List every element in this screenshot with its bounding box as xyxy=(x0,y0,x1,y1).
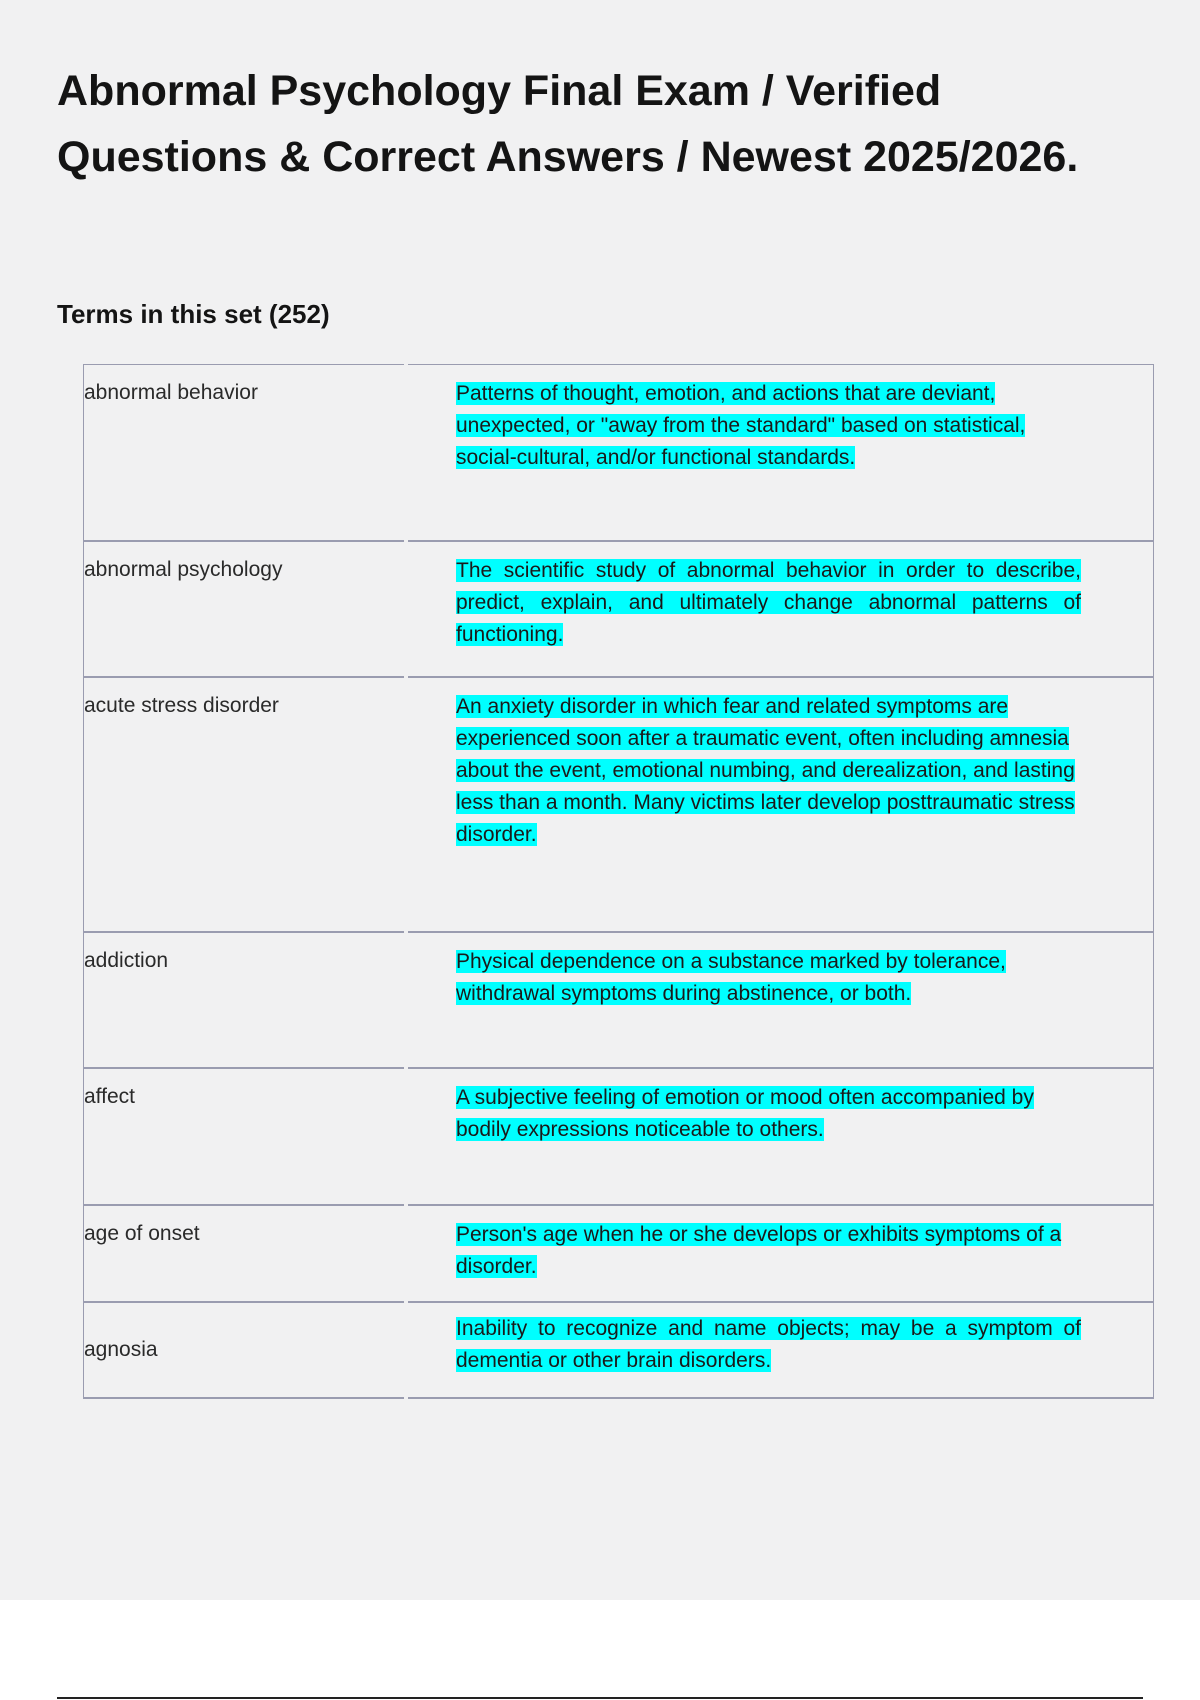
table-row xyxy=(84,1302,1154,1398)
term-cell xyxy=(84,365,407,541)
definition-cell xyxy=(406,1302,1154,1398)
definition-text: Person's age when he or she develops or exhibits symptoms of a disorder. xyxy=(456,1222,1062,1278)
definition-text: Patterns of thought, emotion, and actions that are deviant, unexpected, or "away from the standard" based on statistical, social-cultural, and/or functional standards. xyxy=(456,382,1026,469)
term-cell xyxy=(84,1205,407,1302)
term-label: affect xyxy=(84,1084,135,1108)
definition-cell xyxy=(406,541,1154,677)
table-row xyxy=(84,677,1154,932)
definition-cell xyxy=(406,1205,1154,1302)
table-row xyxy=(84,932,1154,1068)
term-cell xyxy=(84,541,407,677)
definition-cell xyxy=(406,932,1154,1068)
term-cell xyxy=(84,932,407,1068)
term-label: abnormal psychology xyxy=(84,557,283,581)
document-title: Abnormal Psychology Final Exam / Verified Questions & Correct Answers / Newest 2025/2026. xyxy=(57,67,1079,181)
term-cell xyxy=(84,677,407,932)
term-cell xyxy=(84,1302,407,1398)
terms-table xyxy=(83,364,1154,1399)
term-cell xyxy=(84,1068,407,1205)
definition-text: The scientific study of abnormal behavior in order to describe, predict, explain, and ultimately change abnormal patterns of functioning. xyxy=(456,558,1081,646)
definition-text: A subjective feeling of emotion or mood often accompanied by bodily expressions noticeable to others. xyxy=(456,1085,1034,1141)
definition-cell xyxy=(406,365,1154,541)
table-row xyxy=(84,541,1154,677)
table-row xyxy=(84,365,1154,541)
footer-divider xyxy=(57,1697,1143,1699)
definition-text: Physical dependence on a substance marked by tolerance, withdrawal symptoms during abstinence, or both. xyxy=(456,949,1006,1005)
definition-text: Inability to recognize and name objects; may be a symptom of dementia or other brain disorders. xyxy=(456,1316,1081,1372)
term-label: agnosia xyxy=(84,1337,158,1361)
term-label: age of onset xyxy=(84,1221,200,1245)
term-label: addiction xyxy=(84,948,169,972)
term-label: acute stress disorder xyxy=(84,693,279,717)
table-row xyxy=(84,1068,1154,1205)
terms-set-heading: Terms in this set (252) xyxy=(57,299,330,329)
definition-cell xyxy=(406,677,1154,932)
term-label: abnormal behavior xyxy=(84,381,258,404)
definition-text: An anxiety disorder in which fear and related symptoms are experienced soon after a traumatic event, often including amnesia about the event, emotional numbing, and derealization, and lasting less than a month. Many victims later develop posttraumatic stress disorder. xyxy=(456,694,1075,846)
table-row xyxy=(84,1205,1154,1302)
definition-cell xyxy=(406,1068,1154,1205)
